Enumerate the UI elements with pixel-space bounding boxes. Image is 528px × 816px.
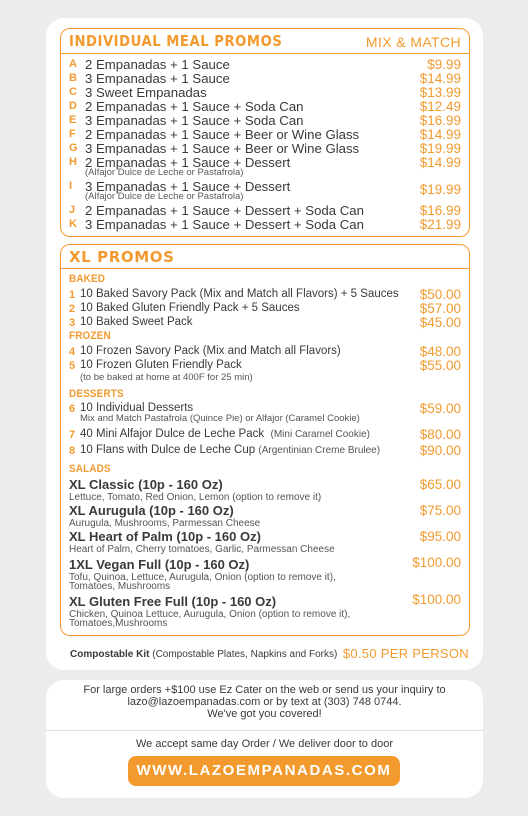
salads-label: SALADS (69, 463, 111, 475)
compostable-kit-price: $0.50 PER PERSON (342, 646, 469, 661)
xl-number: 6 (69, 403, 76, 415)
desserts-label: DESSERTS (69, 388, 124, 400)
promo-price: $21.99 (419, 217, 461, 232)
xl-description-main: 40 Mini Alfajor Dulce de Leche Pack (80, 428, 265, 440)
promo-description: 3 Empanadas + 1 Sauce + Beer or Wine Glass (85, 141, 360, 156)
promo-letter: A (69, 58, 77, 70)
large-orders-text: For large orders +$100 use Ez Cater on the web or send us your inquiry to (83, 684, 446, 696)
promo-price: $16.99 (419, 203, 461, 218)
xl-description: 10 Baked Gluten Friendly Pack + 5 Sauces (80, 302, 300, 314)
promo-price: $14.99 (419, 155, 461, 170)
xl-description (80, 428, 370, 441)
salad-ingredients: Lettuce, Tomato, Red Onion, Lemon (option to remove it) (69, 492, 322, 503)
promo-letter: F (69, 128, 76, 140)
xl-promos-section (60, 244, 470, 636)
individual-promos-section (60, 28, 470, 237)
compostable-kit-row (70, 646, 469, 662)
website-button[interactable]: WWW.LAZOEMPANADAS.COM (128, 756, 400, 786)
promo-letter: K (69, 218, 77, 230)
xl-price: $55.00 (419, 358, 461, 373)
promo-letter: G (69, 142, 78, 154)
compostable-kit-label (70, 649, 337, 660)
promo-note: (Alfajor Dulce de Leche or Pastafrola) (85, 191, 244, 202)
promo-description: 3 Empanadas + 1 Sauce + Dessert (85, 179, 291, 194)
mix-match-label: MIX & MATCH (365, 34, 461, 50)
xl-price: $50.00 (419, 287, 461, 302)
xl-number: 1 (69, 289, 76, 301)
title-divider (61, 268, 469, 269)
salad-name: 1XL Vegan Full (10p - 160 Oz) (69, 557, 250, 572)
promo-price: $13.99 (419, 85, 461, 100)
salad-name: XL Gluten Free Full (10p - 160 Oz) (69, 594, 277, 609)
xl-description: 10 Frozen Savory Pack (Mix and Match all Flavors) (80, 345, 341, 357)
xl-number: 3 (69, 317, 76, 329)
xl-note: Mix and Match Pastafrola (Quince Pie) or Alfajor (Caramel Cookie) (80, 413, 360, 424)
xl-number: 4 (69, 346, 76, 358)
salad-price: $100.00 (412, 555, 461, 570)
xl-price: $57.00 (419, 301, 461, 316)
promo-letter: B (69, 72, 77, 84)
salad-price: $100.00 (412, 592, 461, 607)
xl-price: $48.00 (419, 344, 461, 359)
xl-description: 10 Baked Sweet Pack (80, 316, 193, 328)
salad-ingredients: Heart of Palm, Cherry tomatoes, Garlic, Parmessan Cheese (69, 544, 335, 555)
xl-description-detail: (Argentinian Creme Brulee) (258, 445, 381, 456)
promo-letter: C (69, 86, 77, 98)
xl-description-main: 10 Flans with Dulce de Leche Cup (80, 444, 256, 456)
salad-ingredients: Tofu, Quinoa, Lettuce, Aurugula, Onion (option to remove it), (69, 572, 336, 583)
xl-description (80, 444, 380, 457)
xl-number: 2 (69, 303, 76, 315)
promo-price: $19.99 (419, 141, 461, 156)
promo-letter: J (69, 204, 76, 216)
promo-description: 2 Empanadas + 1 Sauce (85, 57, 230, 72)
covered-text: We've got you covered! (207, 708, 322, 720)
baked-label: BAKED (69, 273, 106, 285)
xl-promos-title: XL PROMOS (69, 248, 175, 266)
promo-price: $9.99 (427, 57, 461, 72)
salad-ingredients: Aurugula, Mushrooms, Parmessan Cheese (69, 518, 261, 529)
promo-letter: D (69, 100, 77, 112)
promo-description: 2 Empanadas + 1 Sauce + Dessert (85, 155, 291, 170)
xl-description: 10 Individual Desserts (80, 402, 194, 414)
xl-number: 8 (69, 445, 76, 457)
salad-price: $65.00 (419, 477, 461, 492)
promo-description: 2 Empanadas + 1 Sauce + Beer or Wine Glass (85, 127, 360, 142)
frozen-label: FROZEN (69, 330, 111, 342)
promo-description: 3 Empanadas + 1 Sauce (85, 71, 230, 86)
salad-name: XL Heart of Palm (10p - 160 Oz) (69, 529, 261, 544)
xl-price: $90.00 (419, 443, 461, 458)
xl-description-detail: (Mini Caramel Cookie) (270, 429, 370, 440)
xl-price: $59.00 (419, 401, 461, 416)
promo-price: $14.99 (419, 71, 461, 86)
promo-description: 3 Empanadas + 1 Sauce + Soda Can (85, 113, 304, 128)
salad-ingredients: Chicken, Quinoa Lettuce, Aurugula, Onion (option to remove it), (69, 609, 351, 620)
xl-price: $45.00 (419, 315, 461, 330)
compostable-kit-name: Compostable Kit (70, 649, 150, 660)
promo-note: (Alfajor Dulce de Leche or Pastafrola) (85, 167, 244, 178)
promo-price: $12.49 (419, 99, 461, 114)
promo-description: 2 Empanadas + 1 Sauce + Dessert + Soda Can (85, 203, 364, 218)
xl-price: $80.00 (419, 427, 461, 442)
xl-number: 5 (69, 360, 76, 372)
individual-promos-title: INDIVIDUAL MEAL PROMOS (69, 32, 283, 50)
salad-ingredients-cont: Tomatoes,Mushrooms (69, 618, 168, 629)
promo-letter: E (69, 114, 77, 126)
salad-name: XL Classic (10p - 160 Oz) (69, 477, 223, 492)
xl-number: 7 (69, 429, 76, 441)
salad-ingredients-cont: Tomatoes, Mushrooms (69, 581, 171, 592)
promo-description: 2 Empanadas + 1 Sauce + Soda Can (85, 99, 304, 114)
promo-price: $16.99 (419, 113, 461, 128)
promo-description: 3 Empanadas + 1 Sauce + Dessert + Soda Can (85, 217, 364, 232)
promo-price: $19.99 (419, 182, 461, 197)
xl-description: 10 Baked Savory Pack (Mix and Match all Flavors) + 5 Sauces (80, 288, 399, 300)
promo-letter: I (69, 180, 73, 192)
xl-note: (to be baked at home at 400F for 25 min) (80, 372, 253, 383)
promo-price: $14.99 (419, 127, 461, 142)
compostable-kit-detail: (Compostable Plates, Napkins and Forks) (152, 649, 338, 660)
footer-divider (46, 730, 483, 731)
menu-card (46, 18, 483, 670)
salad-price: $95.00 (419, 529, 461, 544)
salad-price: $75.00 (419, 503, 461, 518)
footer-card (46, 680, 483, 798)
xl-description: 10 Frozen Gluten Friendly Pack (80, 359, 242, 371)
contact-text: lazo@lazoempanadas.com or by text at (303) 748 0744. (127, 696, 402, 708)
promo-description: 3 Sweet Empanadas (85, 85, 207, 100)
delivery-text: We accept same day Order / We deliver door to door (136, 738, 393, 750)
salad-name: XL Aurugula (10p - 160 Oz) (69, 503, 234, 518)
promo-letter: H (69, 156, 77, 168)
title-divider (61, 53, 469, 54)
